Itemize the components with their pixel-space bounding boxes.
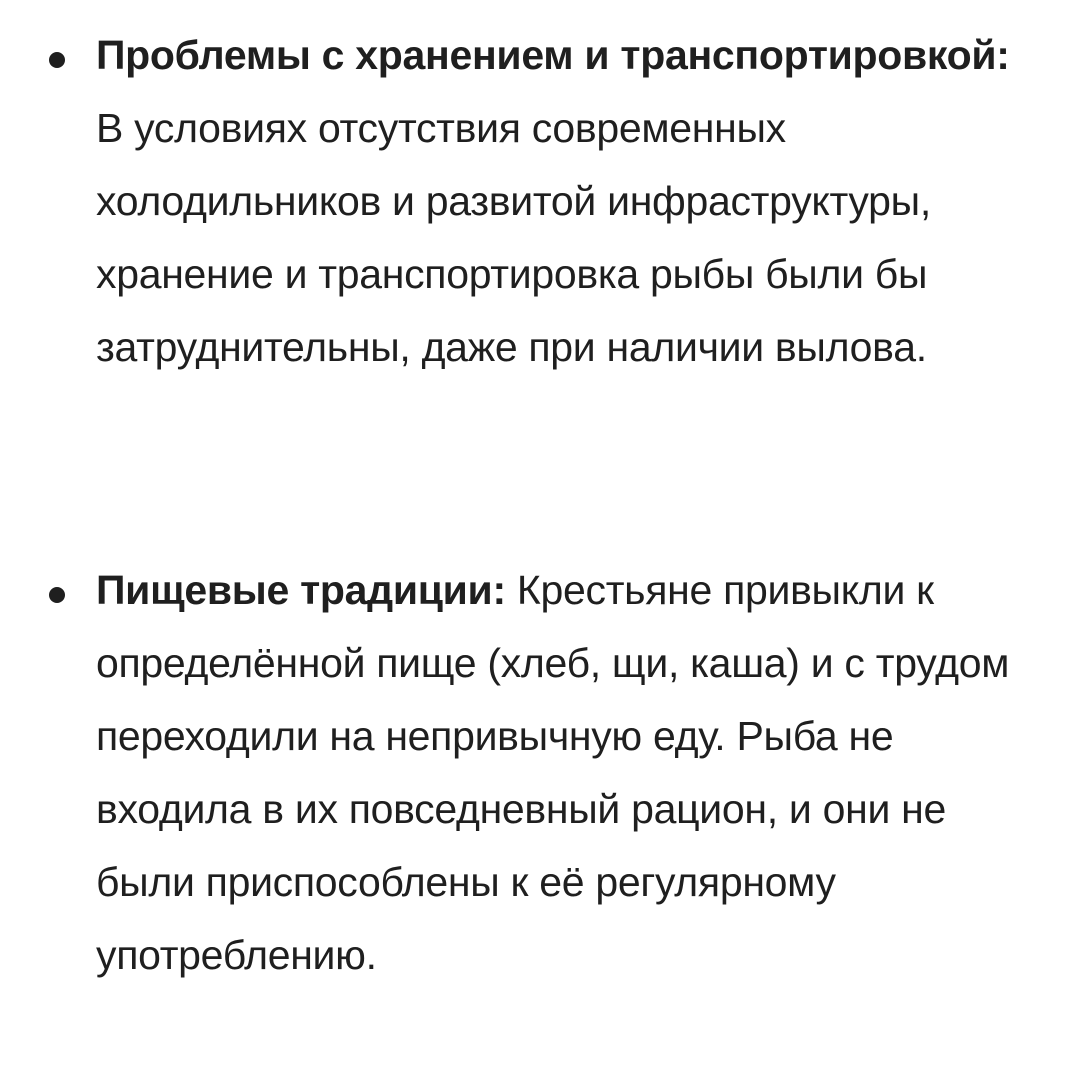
bullet-dot-icon <box>49 587 65 603</box>
list-item-paragraph <box>96 19 1036 384</box>
list-item-body: В условиях отсутствия современных холодильников и развитой инфраструктуры, хранение и транспортировка рыбы были бы затруднительны, даже при наличии вылова. <box>96 105 931 370</box>
list-item-title: Пищевые традиции: <box>96 567 506 613</box>
bullet-dot-icon <box>49 52 65 68</box>
list-item-paragraph <box>96 554 1036 992</box>
list-item-title: Проблемы с хранением и транспортировкой: <box>96 32 1010 78</box>
list-item-body: Крестьяне привыкли к определённой пище (хлеб, щи, каша) и с трудом переходили на непривычную еду. Рыба не входила в их повседневный рацион, и они не были приспособлены к её регулярному употреблению. <box>96 567 1010 978</box>
